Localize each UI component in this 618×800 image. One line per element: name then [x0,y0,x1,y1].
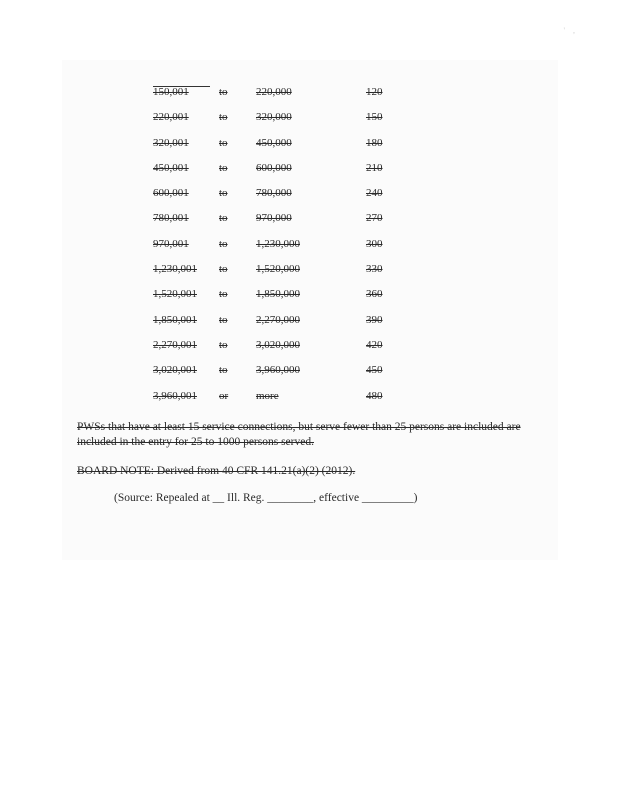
range-to-cell: 450,000 [256,136,292,149]
range-connector-cell: to [219,212,228,225]
range-connector-cell: to [219,288,228,301]
range-to-cell: 3,960,000 [256,364,300,377]
sample-count-cell: 360 [366,288,383,301]
range-connector-cell: to [219,338,228,351]
range-to-cell: 970,000 [256,212,292,225]
range-to-cell: 780,000 [256,187,292,200]
range-from-cell: 780,001 [153,212,189,225]
sample-count-cell: 210 [366,161,383,174]
range-from-cell: 970,001 [153,237,189,250]
population-sampling-table [0,80,618,409]
range-from-cell: 1,520,001 [153,288,197,301]
range-to-cell: 220,000 [256,86,292,98]
sample-count-cell: 300 [366,237,383,250]
sample-count-cell: 120 [366,86,383,98]
table-row [0,80,618,105]
table-row [0,156,618,181]
range-connector-cell: to [219,86,228,98]
sample-count-cell: 480 [366,389,383,402]
sample-count-cell: 270 [366,212,383,225]
range-connector-cell: to [219,187,228,200]
range-to-cell: 320,000 [256,111,292,124]
range-to-cell: 600,000 [256,161,292,174]
range-from-cell: 450,001 [153,161,189,174]
source-line: (Source: Repealed at __ Ill. Reg. ________, effective _________) [114,492,418,504]
range-from-cell: 320,001 [153,136,189,149]
range-to-cell: 1,230,000 [256,237,300,250]
table-row [0,181,618,206]
scan-corner-mark: ' , [563,26,578,35]
sample-count-cell: 450 [366,364,383,377]
range-from-cell: 3,020,001 [153,364,197,377]
range-from-cell: 220,001 [153,111,189,124]
sample-count-cell: 150 [366,111,383,124]
table-row [0,131,618,156]
range-from-cell: 1,850,001 [153,313,197,326]
table-row [0,257,618,282]
pws-note-paragraph: PWSs that have at least 15 service connections, but serve fewer than 25 persons are included are included in the entry for 25 to 1000 persons served. [77,421,521,448]
range-connector-cell: to [219,263,228,276]
range-to-cell: 1,850,000 [256,288,300,301]
range-connector-cell: to [219,136,228,149]
range-from-cell: 1,230,001 [153,263,197,276]
range-connector-cell: to [219,111,228,124]
range-connector-cell: to [219,237,228,250]
table-row [0,384,618,409]
range-to-cell: 3,020,000 [256,338,300,351]
range-to-cell: 1,520,000 [256,263,300,276]
table-row [0,358,618,383]
range-connector-cell: to [219,364,228,377]
sample-count-cell: 420 [366,338,383,351]
table-row [0,206,618,231]
table-row [0,308,618,333]
range-connector-cell: to [219,161,228,174]
table-row [0,232,618,257]
sample-count-cell: 390 [366,313,383,326]
range-connector-cell: to [219,313,228,326]
range-from-cell: 600,001 [153,187,189,200]
sample-count-cell: 240 [366,187,383,200]
range-to-cell: 2,270,000 [256,313,300,326]
range-from-cell: 2,270,001 [153,338,197,351]
range-to-cell: more [256,389,279,402]
table-row [0,333,618,358]
range-from-cell: 150,001 [153,86,189,98]
range-from-cell: 3,960,001 [153,389,197,402]
sample-count-cell: 330 [366,263,383,276]
table-row [0,282,618,307]
board-note: BOARD NOTE: Derived from 40 CFR 141.21(a)(2) (2012). [77,465,356,477]
sample-count-cell: 180 [366,136,383,149]
range-connector-cell: or [219,389,229,402]
table-row [0,105,618,130]
